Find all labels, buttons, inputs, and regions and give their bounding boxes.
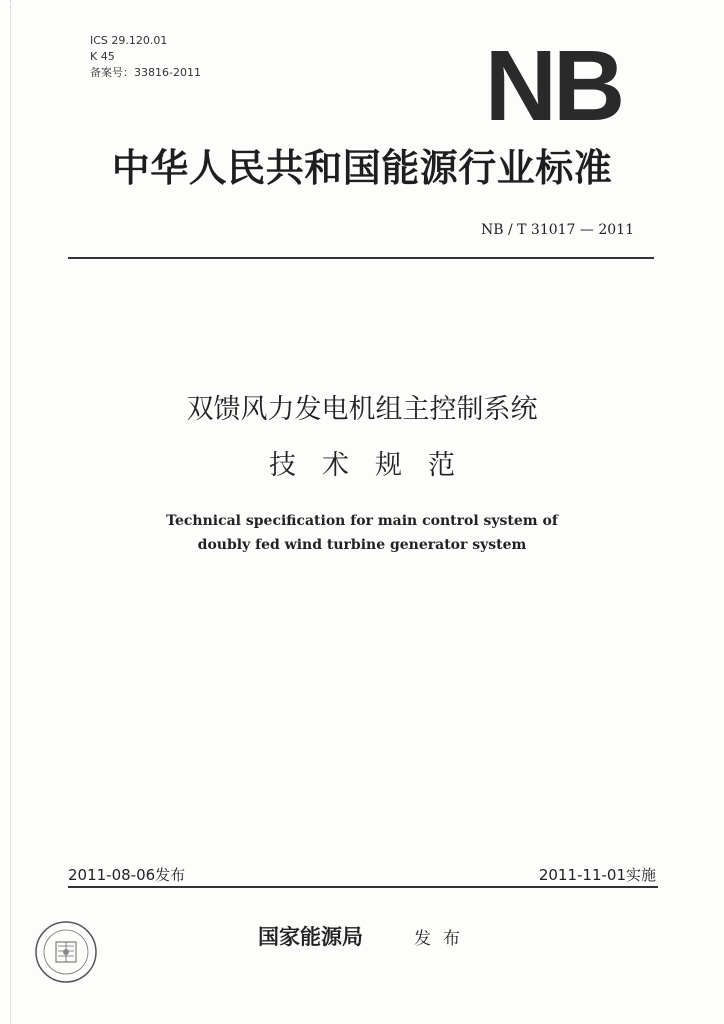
document-title-chinese: 双馈风力发电机组主控制系统 — [186, 394, 538, 425]
seal-icon — [34, 920, 98, 984]
document-title-english — [0, 509, 724, 557]
top-divider — [68, 257, 654, 259]
english-title-line-1: Technical specification for main control system of — [166, 513, 558, 529]
standard-number: NB / T 31017 — 2011 — [480, 222, 634, 238]
issue-label: 发布 — [414, 929, 472, 949]
nb-logo: NB — [484, 30, 622, 142]
document-subtitle-chinese: 技术规范 — [269, 450, 481, 481]
english-title-line-2: doubly fed wind turbine generator system — [197, 537, 527, 553]
standard-title: 中华人民共和国能源行业标准 — [111, 145, 613, 190]
issuing-authority: 国家能源局 — [258, 924, 363, 949]
ics-code: ICS 29.120.01 — [90, 34, 168, 47]
issue-date: 2011-08-06发布 — [68, 866, 186, 884]
ccs-code: K 45 — [90, 50, 115, 63]
implementation-date: 2011-11-01实施 — [538, 866, 656, 884]
record-number: 备案号：33816-2011 — [90, 66, 201, 79]
bottom-divider — [68, 886, 658, 888]
classification-block — [90, 33, 201, 81]
